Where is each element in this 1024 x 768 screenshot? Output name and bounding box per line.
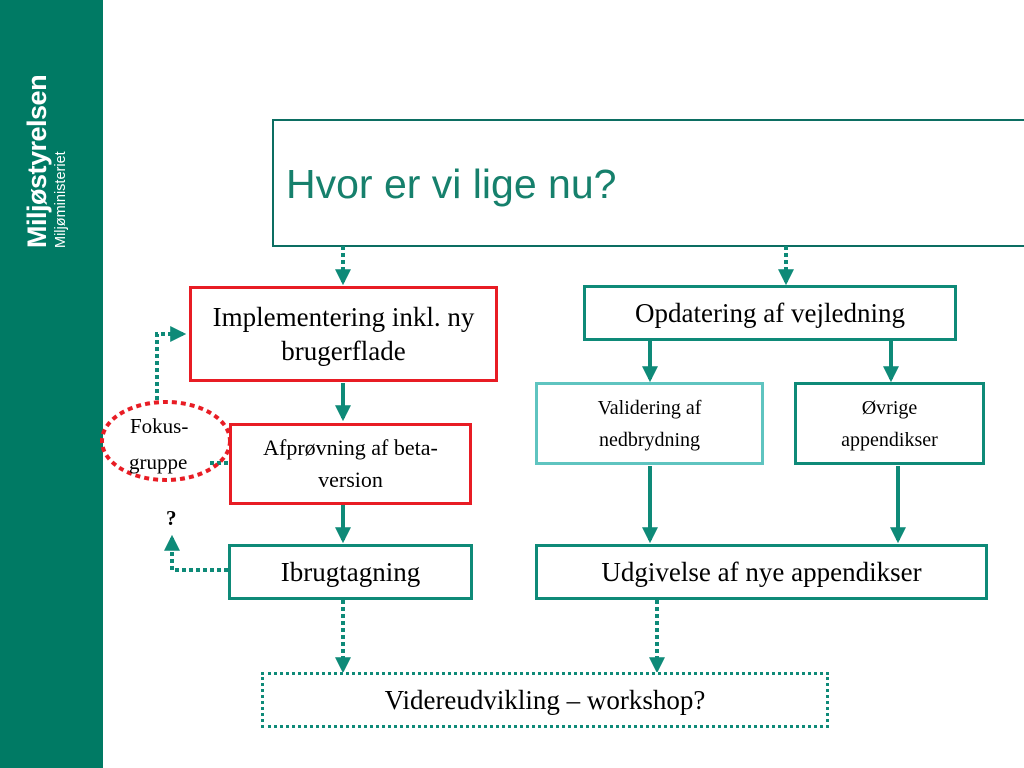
oevrige-box xyxy=(794,382,985,465)
logo-ministry: Miljøministeriet xyxy=(53,151,69,248)
afproevning-box xyxy=(229,423,472,505)
fokus-line-2: gruppe xyxy=(129,450,188,474)
udgivelse-box xyxy=(535,544,988,600)
validering-box xyxy=(535,382,764,465)
ibrugtagning-box xyxy=(228,544,473,600)
logo-name: Miljøstyrelsen xyxy=(22,74,52,248)
implementering-label: Implementering inkl. ny brugerflade xyxy=(212,302,475,366)
afproevning-label: Afprøvning af beta-version xyxy=(263,435,438,492)
opdatering-box xyxy=(583,285,957,341)
implementering-box xyxy=(189,286,498,382)
question-mark: ? xyxy=(166,506,177,530)
oevrige-label: Øvrige appendikser xyxy=(841,396,938,451)
ibrugtagning-label: Ibrugtagning xyxy=(280,557,421,587)
udgivelse-label: Udgivelse af nye appendikser xyxy=(601,557,922,587)
videreudvikling-box xyxy=(261,672,829,728)
videreudvikling-label: Videreudvikling – workshop? xyxy=(384,685,706,715)
validering-label: Validering af nedbrydning xyxy=(597,396,702,451)
arrow-fokus-to-implementering xyxy=(157,334,183,400)
page-title: Hvor er vi lige nu? xyxy=(286,161,617,207)
opdatering-label: Opdatering af vejledning xyxy=(635,298,905,328)
fokus-line-1: Fokus- xyxy=(130,414,189,438)
arrow-ibrugtagning-to-question xyxy=(172,538,228,570)
